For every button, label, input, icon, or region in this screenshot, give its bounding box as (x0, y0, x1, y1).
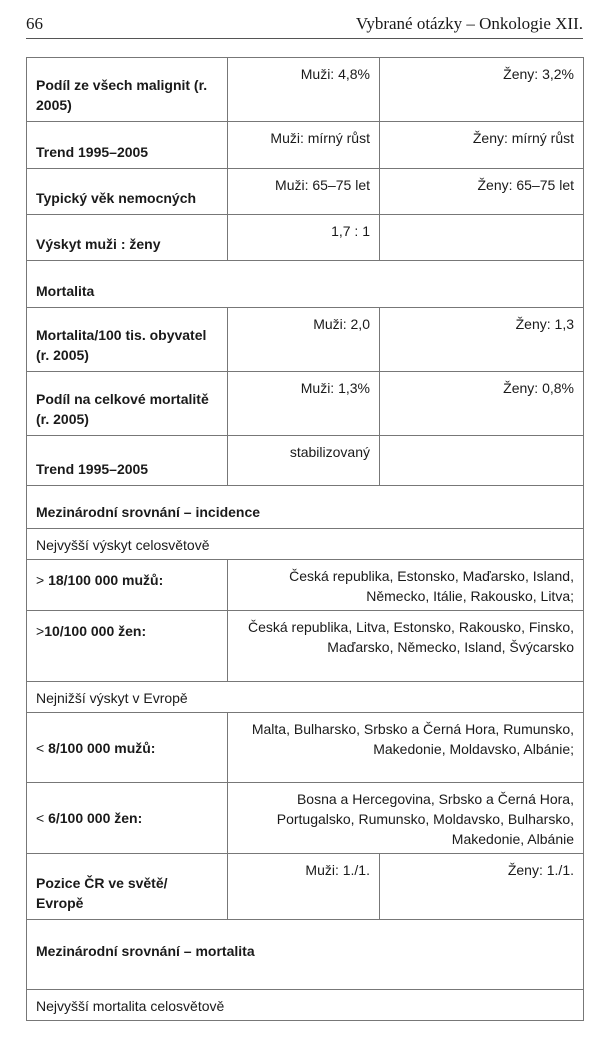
men-value: Muži: 65–75 let (228, 169, 380, 215)
subsection-heading: Nejvyšší výskyt celosvětově (27, 529, 584, 560)
running-title: Vybrané otázky – Onkologie XII. (355, 14, 583, 33)
table-row (27, 122, 584, 169)
subsection-row (27, 529, 584, 560)
country-list: Bosna a Hercegovina, Srbsko a Černá Hora, Portugalsko, Rumunsko, Moldavsko, Bulharsko, Makedonie, Albánie (228, 783, 584, 854)
page-header (26, 10, 583, 39)
women-value: Ženy: 1,3 (380, 308, 584, 372)
row-label: Pozice ČR ve světě/ Evropě (27, 854, 228, 920)
threshold-label: 18/100 000 mužů: (48, 572, 164, 588)
table-row (27, 215, 584, 261)
table-row (27, 308, 584, 372)
table-row (27, 58, 584, 122)
ratio-value: 1,7 : 1 (228, 215, 380, 261)
threshold-label: 8/100 000 mužů: (48, 739, 156, 756)
row-label: Podíl ze všech malignit (r. 2005) (27, 58, 228, 122)
row-label (27, 611, 228, 682)
women-value: Ženy: 3,2% (380, 58, 584, 122)
row-label: Podíl na celkové mortalitě (r. 2005) (27, 372, 228, 436)
table-row (27, 713, 584, 783)
table-row (27, 169, 584, 215)
men-value: Muži: 4,8% (228, 58, 380, 122)
comparison-sign: > (36, 623, 45, 639)
statistics-table (26, 57, 584, 1021)
row-label: Mortalita/100 tis. obyvatel (r. 2005) (27, 308, 228, 372)
women-value: Ženy: 0,8% (380, 372, 584, 436)
men-value: Muži: 2,0 (228, 308, 380, 372)
subsection-heading: Nejvyšší mortalita celosvětově (27, 990, 584, 1021)
section-heading-mortality-comparison: Mezinárodní srovnání – mortalita (27, 920, 584, 990)
section-row (27, 920, 584, 990)
row-label (27, 783, 228, 854)
country-list: Česká republika, Estonsko, Maďarsko, Island, Německo, Itálie, Rakousko, Litva; (228, 560, 584, 611)
table-row (27, 372, 584, 436)
country-list: Česká republika, Litva, Estonsko, Rakousko, Finsko, Maďarsko, Německo, Island, Švýcarsko (228, 611, 584, 682)
comparison-sign: < (36, 739, 45, 756)
table-row (27, 783, 584, 854)
trend-value: stabilizovaný (228, 436, 380, 486)
women-value: Ženy: 65–75 let (380, 169, 584, 215)
men-value: Muži: 1,3% (228, 372, 380, 436)
section-row (27, 486, 584, 529)
row-label (27, 713, 228, 783)
table-row (27, 611, 584, 682)
comparison-sign: < (36, 810, 45, 826)
threshold-label: 6/100 000 žen: (48, 810, 143, 826)
empty-cell (380, 436, 584, 486)
threshold-label: 10/100 000 žen: (44, 623, 147, 639)
women-value: Ženy: 1./1. (380, 854, 584, 920)
men-value: Muži: 1./1. (228, 854, 380, 920)
row-label: Trend 1995–2005 (27, 122, 228, 169)
row-label: Trend 1995–2005 (27, 436, 228, 486)
section-heading-incidence: Mezinárodní srovnání – incidence (27, 486, 584, 529)
section-row (27, 261, 584, 308)
section-heading-mortalita: Mortalita (27, 261, 584, 308)
row-label (27, 560, 228, 611)
table-row (27, 854, 584, 920)
subsection-row (27, 682, 584, 713)
table-row (27, 436, 584, 486)
empty-cell (380, 215, 584, 261)
subsection-row (27, 990, 584, 1021)
page-number: 66 (26, 14, 43, 33)
table-row (27, 560, 584, 611)
row-label: Typický věk nemocných (27, 169, 228, 215)
row-label: Výskyt muži : ženy (27, 215, 228, 261)
women-value: Ženy: mírný růst (380, 122, 584, 169)
men-value: Muži: mírný růst (228, 122, 380, 169)
subsection-heading: Nejnižší výskyt v Evropě (27, 682, 584, 713)
country-list: Malta, Bulharsko, Srbsko a Černá Hora, Rumunsko, Makedonie, Moldavsko, Albánie; (228, 713, 584, 783)
comparison-sign: > (36, 572, 45, 588)
